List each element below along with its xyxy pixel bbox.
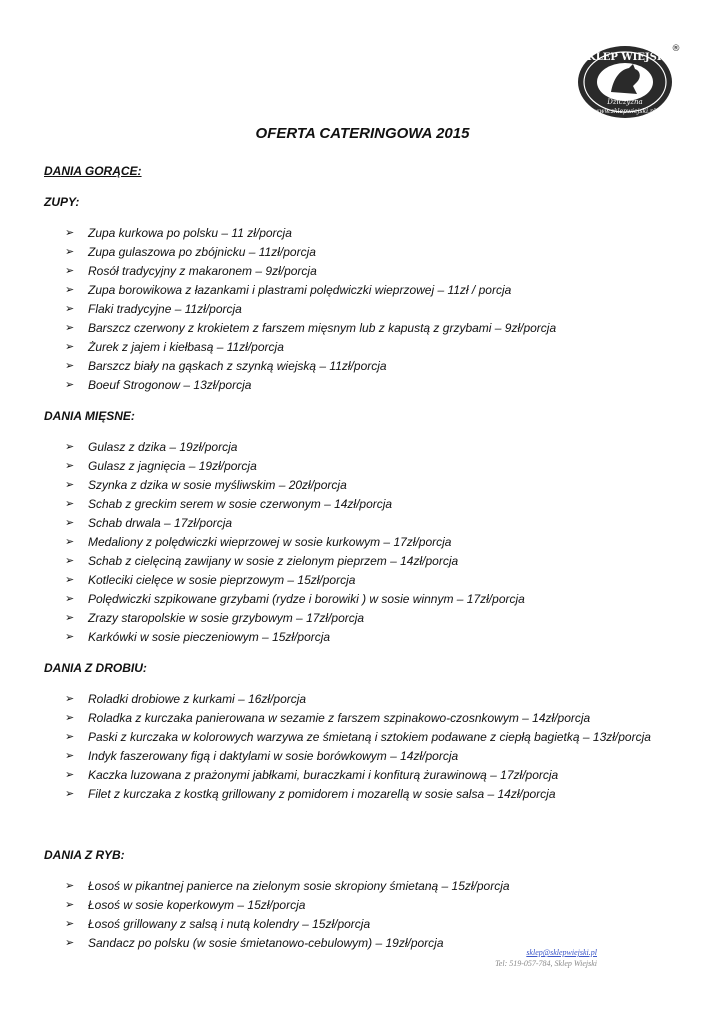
footer-email-link[interactable]: sklep@sklepwiejski.pl xyxy=(526,948,597,957)
menu-item-text: Sandacz po polsku (w sosie śmietanowo-cebulowym) – 19zł/porcja xyxy=(88,936,444,950)
poultry-list xyxy=(44,690,704,804)
arrow-bullet-icon: ➢ xyxy=(65,880,75,892)
menu-item xyxy=(65,514,704,533)
menu-item-text: Indyk faszerowany figą i daktylami w sosie borówkowym – 14zł/porcja xyxy=(88,749,459,763)
heading-soups: ZUPY: xyxy=(44,195,80,209)
menu-item xyxy=(65,728,704,747)
arrow-bullet-icon: ➢ xyxy=(65,322,75,334)
soups-list xyxy=(44,224,704,395)
sklep-wiejski-logo xyxy=(575,40,683,122)
menu-item-text: Barszcz biały na gąskach z szynką wiejską – 11zł/porcja xyxy=(88,359,387,373)
arrow-bullet-icon: ➢ xyxy=(65,693,75,705)
heading-poultry: DANIA Z DROBIU: xyxy=(44,661,147,675)
menu-item-text: Roladki drobiowe z kurkami – 16zł/porcja xyxy=(88,692,307,706)
arrow-bullet-icon: ➢ xyxy=(65,731,75,743)
svg-text:www.sklepwiejski.pl: www.sklepwiejski.pl xyxy=(594,108,656,115)
arrow-bullet-icon: ➢ xyxy=(65,536,75,548)
arrow-bullet-icon: ➢ xyxy=(65,574,75,586)
arrow-bullet-icon: ➢ xyxy=(65,612,75,624)
menu-item-text: Łosoś grillowany z salsą i nutą kolendry – 15zł/porcja xyxy=(88,917,371,931)
menu-item xyxy=(65,338,704,357)
menu-item xyxy=(65,300,704,319)
arrow-bullet-icon: ➢ xyxy=(65,341,75,353)
arrow-bullet-icon: ➢ xyxy=(65,246,75,258)
menu-item-text: Barszcz czerwony z krokietem z farszem mięsnym lub z kapustą z grzybami – 9zł/porcja xyxy=(88,321,557,335)
arrow-bullet-icon: ➢ xyxy=(65,441,75,453)
menu-item xyxy=(65,319,704,338)
meat-list xyxy=(44,438,704,647)
heading-hot-dishes: DANIA GORĄCE: xyxy=(44,164,142,178)
menu-item-text: Gulasz z dzika – 19zł/porcja xyxy=(88,440,238,454)
menu-item xyxy=(65,766,704,785)
menu-item xyxy=(65,224,704,243)
arrow-bullet-icon: ➢ xyxy=(65,631,75,643)
menu-item-text: Schab z greckim serem w sosie czerwonym – 14zł/porcja xyxy=(88,497,393,511)
arrow-bullet-icon: ➢ xyxy=(65,227,75,239)
menu-item-text: Karkówki w sosie pieczeniowym – 15zł/porcja xyxy=(88,630,331,644)
menu-item-text: Kotleciki cielęce w sosie pieprzowym – 15zł/porcja xyxy=(88,573,356,587)
menu-item xyxy=(65,785,704,804)
menu-item-text: Łosoś w sosie koperkowym – 15zł/porcja xyxy=(88,898,306,912)
menu-item-text: Łosoś w pikantnej panierce na zielonym sosie skropiony śmietaną – 15zł/porcja xyxy=(88,879,510,893)
menu-item xyxy=(65,376,704,395)
arrow-bullet-icon: ➢ xyxy=(65,918,75,930)
menu-item xyxy=(65,590,704,609)
menu-item-text: Roladka z kurczaka panierowana w sezamie z farszem szpinakowo-czosnkowym – 14zł/porcja xyxy=(88,711,591,725)
heading-fish: DANIA Z RYB: xyxy=(44,848,125,862)
svg-text:®: ® xyxy=(671,44,681,54)
arrow-bullet-icon: ➢ xyxy=(65,593,75,605)
menu-item xyxy=(65,571,704,590)
menu-item-text: Szynka z dzika w sosie myśliwskim – 20zł/porcja xyxy=(88,478,347,492)
menu-item-text: Zupa gulaszowa po zbójnicku – 11zł/porcja xyxy=(88,245,316,259)
menu-item xyxy=(65,552,704,571)
menu-item-text: Polędwiczki szpikowane grzybami (rydze i borowiki ) w sosie winnym – 17zł/porcja xyxy=(88,592,525,606)
arrow-bullet-icon: ➢ xyxy=(65,899,75,911)
menu-item xyxy=(65,896,704,915)
svg-text:SKLEP WIEJSKI: SKLEP WIEJSKI xyxy=(579,52,671,63)
menu-item xyxy=(65,934,704,953)
arrow-bullet-icon: ➢ xyxy=(65,712,75,724)
arrow-bullet-icon: ➢ xyxy=(65,303,75,315)
menu-item-text: Schab drwala – 17zł/porcja xyxy=(88,516,233,530)
menu-item-text: Zrazy staropolskie w sosie grzybowym – 17zł/porcja xyxy=(88,611,365,625)
menu-item xyxy=(65,877,704,896)
heading-meat: DANIA MIĘSNE: xyxy=(44,409,135,423)
menu-item-text: Schab z cielęciną zawijany w sosie z zielonym pieprzem – 14zł/porcja xyxy=(88,554,459,568)
menu-item-text: Zupa borowikowa z łazankami i plastrami polędwiczki wieprzowej – 11zł / porcja xyxy=(88,283,512,297)
footer-contact xyxy=(495,947,597,969)
page-title: OFERTA CATERINGOWA 2015 xyxy=(255,125,470,142)
menu-item xyxy=(65,533,704,552)
arrow-bullet-icon: ➢ xyxy=(65,555,75,567)
arrow-bullet-icon: ➢ xyxy=(65,769,75,781)
arrow-bullet-icon: ➢ xyxy=(65,284,75,296)
menu-item-text: Flaki tradycyjne – 11zł/porcja xyxy=(88,302,242,316)
arrow-bullet-icon: ➢ xyxy=(65,517,75,529)
arrow-bullet-icon: ➢ xyxy=(65,479,75,491)
menu-item xyxy=(65,476,704,495)
menu-item xyxy=(65,495,704,514)
menu-content xyxy=(44,162,704,953)
menu-item-text: Rosół tradycyjny z makaronem – 9zł/porcja xyxy=(88,264,317,278)
menu-item xyxy=(65,457,704,476)
menu-item-text: Gulasz z jagnięcia – 19zł/porcja xyxy=(88,459,257,473)
fish-list xyxy=(44,877,704,953)
footer-phone: Tel: 519-057-784, Sklep Wiejski xyxy=(495,959,597,968)
arrow-bullet-icon: ➢ xyxy=(65,379,75,391)
arrow-bullet-icon: ➢ xyxy=(65,937,75,949)
menu-item-text: Boeuf Strogonow – 13zł/porcja xyxy=(88,378,252,392)
arrow-bullet-icon: ➢ xyxy=(65,788,75,800)
menu-item xyxy=(65,438,704,457)
menu-item xyxy=(65,357,704,376)
menu-item xyxy=(65,262,704,281)
arrow-bullet-icon: ➢ xyxy=(65,498,75,510)
menu-item-text: Zupa kurkowa po polsku – 11 zł/porcja xyxy=(88,226,292,240)
arrow-bullet-icon: ➢ xyxy=(65,265,75,277)
menu-item xyxy=(65,609,704,628)
menu-item xyxy=(65,243,704,262)
menu-item xyxy=(65,628,704,647)
svg-text:Dziczyzna: Dziczyzna xyxy=(607,98,643,106)
logo-emblem xyxy=(575,40,683,122)
menu-item-text: Kaczka luzowana z prażonymi jabłkami, buraczkami i konfiturą żurawinową – 17zł/porcja xyxy=(88,768,559,782)
menu-item xyxy=(65,915,704,934)
menu-item xyxy=(65,747,704,766)
arrow-bullet-icon: ➢ xyxy=(65,460,75,472)
menu-item-text: Filet z kurczaka z kostką grillowany z pomidorem i mozarellą w sosie salsa – 14zł/porcja xyxy=(88,787,556,801)
menu-item xyxy=(65,709,704,728)
arrow-bullet-icon: ➢ xyxy=(65,750,75,762)
menu-item xyxy=(65,281,704,300)
menu-item-text: Paski z kurczaka w kolorowych warzywa ze śmietaną i sztokiem podawane z ciepłą bagietką – 13zł/porcja xyxy=(88,730,651,744)
menu-item-text: Żurek z jajem i kiełbasą – 11zł/porcja xyxy=(88,340,284,354)
menu-item-text: Medaliony z polędwiczki wieprzowej w sosie kurkowym – 17zł/porcja xyxy=(88,535,452,549)
menu-item xyxy=(65,690,704,709)
arrow-bullet-icon: ➢ xyxy=(65,360,75,372)
